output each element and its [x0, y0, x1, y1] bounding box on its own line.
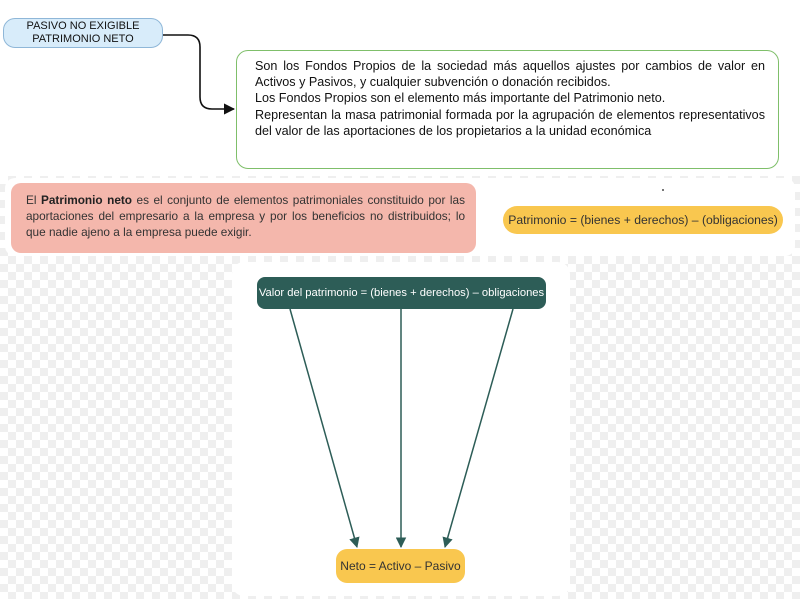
pasivo-no-exigible-label [3, 18, 163, 48]
arrow-right [445, 309, 513, 547]
label-to-definition-connector [163, 35, 234, 109]
stray-dot [662, 189, 664, 191]
definition-paragraph-2: Los Fondos Propios son el elemento más importante del Patrimonio neto. [255, 91, 666, 106]
valor-patrimonio-text: Valor del patrimonio = (bienes + derechos) – obligaciones [258, 287, 545, 299]
patrimonio-neto-definition-box [236, 50, 779, 169]
patrimonio-term: Patrimonio neto [41, 193, 133, 207]
neto-formula-pill [336, 549, 465, 583]
patrimonio-suffix: es el conjunto de elementos patrimoniales constituido por las aportaciones del empresario a la empresa y por los beneficios no distribuidos; lo que nadie ajeno a la empresa puede exigir. [26, 193, 465, 240]
patrimonio-definition-box [11, 183, 476, 253]
patrimonio-formula-text: Patrimonio = (bienes + derechos) – (obligaciones) [508, 213, 778, 227]
definition-paragraph-1: Son los Fondos Propios de la sociedad más aquellos ajustes por cambios de valor en Activos y Pasivos, y cualquier subvención o donación recibidos. [255, 59, 765, 90]
definition-paragraph-3: Representan la masa patrimonial formada por la agrupación de elementos representativos del valor de las aportaciones de los propietarios a la unidad económica [255, 107, 765, 138]
valor-patrimonio-box [257, 277, 546, 309]
patrimonio-prefix: El [26, 193, 41, 207]
pasivo-label-line2: PATRIMONIO NETO [32, 33, 134, 45]
neto-formula-text: Neto = Activo – Pasivo [340, 559, 461, 573]
pasivo-label-line1: PASIVO NO EXIGIBLE [26, 20, 140, 32]
patrimonio-formula-pill [503, 206, 783, 234]
arrow-left [290, 309, 357, 547]
